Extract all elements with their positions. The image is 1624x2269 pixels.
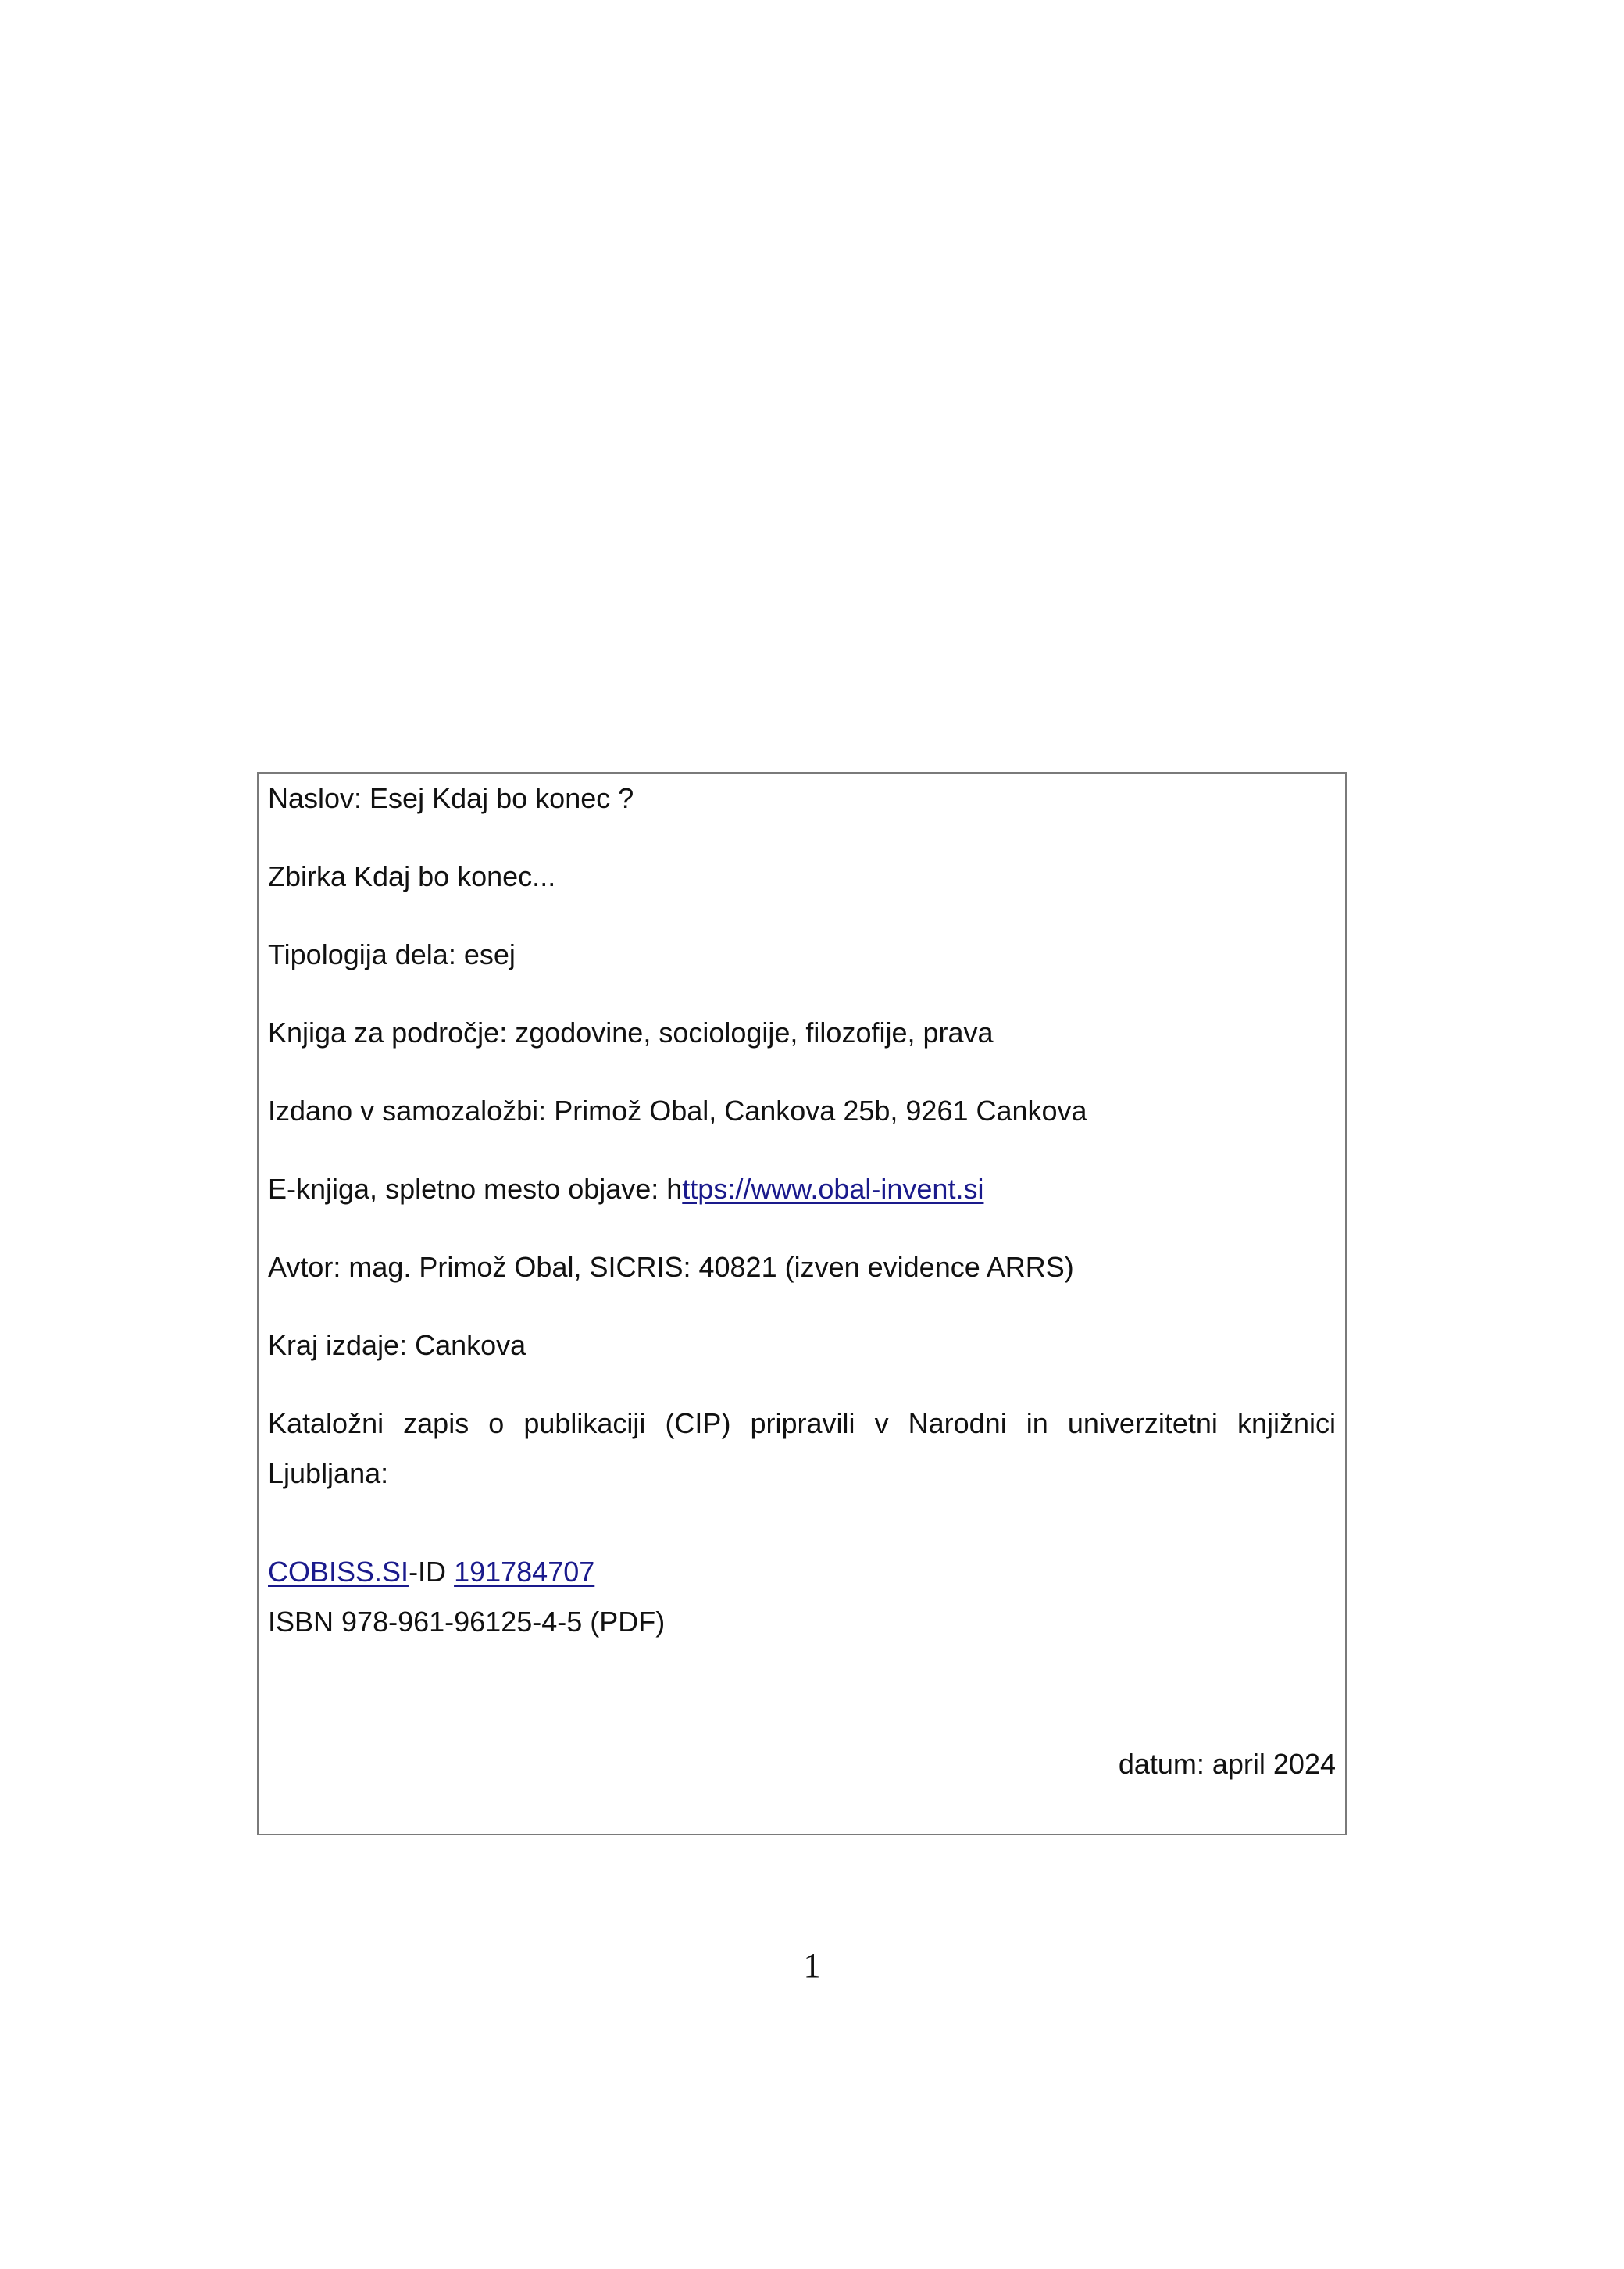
- ebook-prefix: E-knjiga, spletno mesto objave: h: [268, 1173, 683, 1205]
- author-line: Avtor: mag. Primož Obal, SICRIS: 40821 (izven evidence ARRS): [268, 1251, 1074, 1283]
- cobiss-line: [268, 1547, 1336, 1597]
- collection-line: Zbirka Kdaj bo konec...: [268, 860, 556, 892]
- typology-line: Tipologija dela: esej: [268, 938, 516, 970]
- cobiss-id-link[interactable]: 191784707: [454, 1556, 595, 1588]
- publisher-line: Izdano v samozaložbi: Primož Obal, Cankova 25b, 9261 Cankova: [268, 1095, 1087, 1127]
- place-line: Kraj izdaje: Cankova: [268, 1329, 526, 1361]
- ebook-line: [268, 1164, 1336, 1214]
- cobiss-link[interactable]: COBISS.SI: [268, 1556, 409, 1588]
- isbn-line: ISBN 978-961-96125-4-5 (PDF): [268, 1606, 666, 1638]
- field-line: Knjiga za področje: zgodovine, sociologije, filozofije, prava: [268, 1017, 994, 1049]
- cip-line-2: Ljubljana:: [268, 1457, 389, 1489]
- page-number: 1: [803, 1946, 821, 1985]
- cip-line-1: Kataložni zapis o publikaciji (CIP) pripravili v Narodni in univerzitetni knjižnici: [268, 1407, 1336, 1439]
- date-line: datum: april 2024: [1118, 1748, 1336, 1780]
- cobiss-separator: -ID: [409, 1556, 455, 1588]
- ebook-url-link[interactable]: ttps://www.obal-invent.si: [682, 1173, 984, 1205]
- title-line: Naslov: Esej Kdaj bo konec ?: [268, 782, 634, 814]
- colophon-box: [257, 772, 1347, 1835]
